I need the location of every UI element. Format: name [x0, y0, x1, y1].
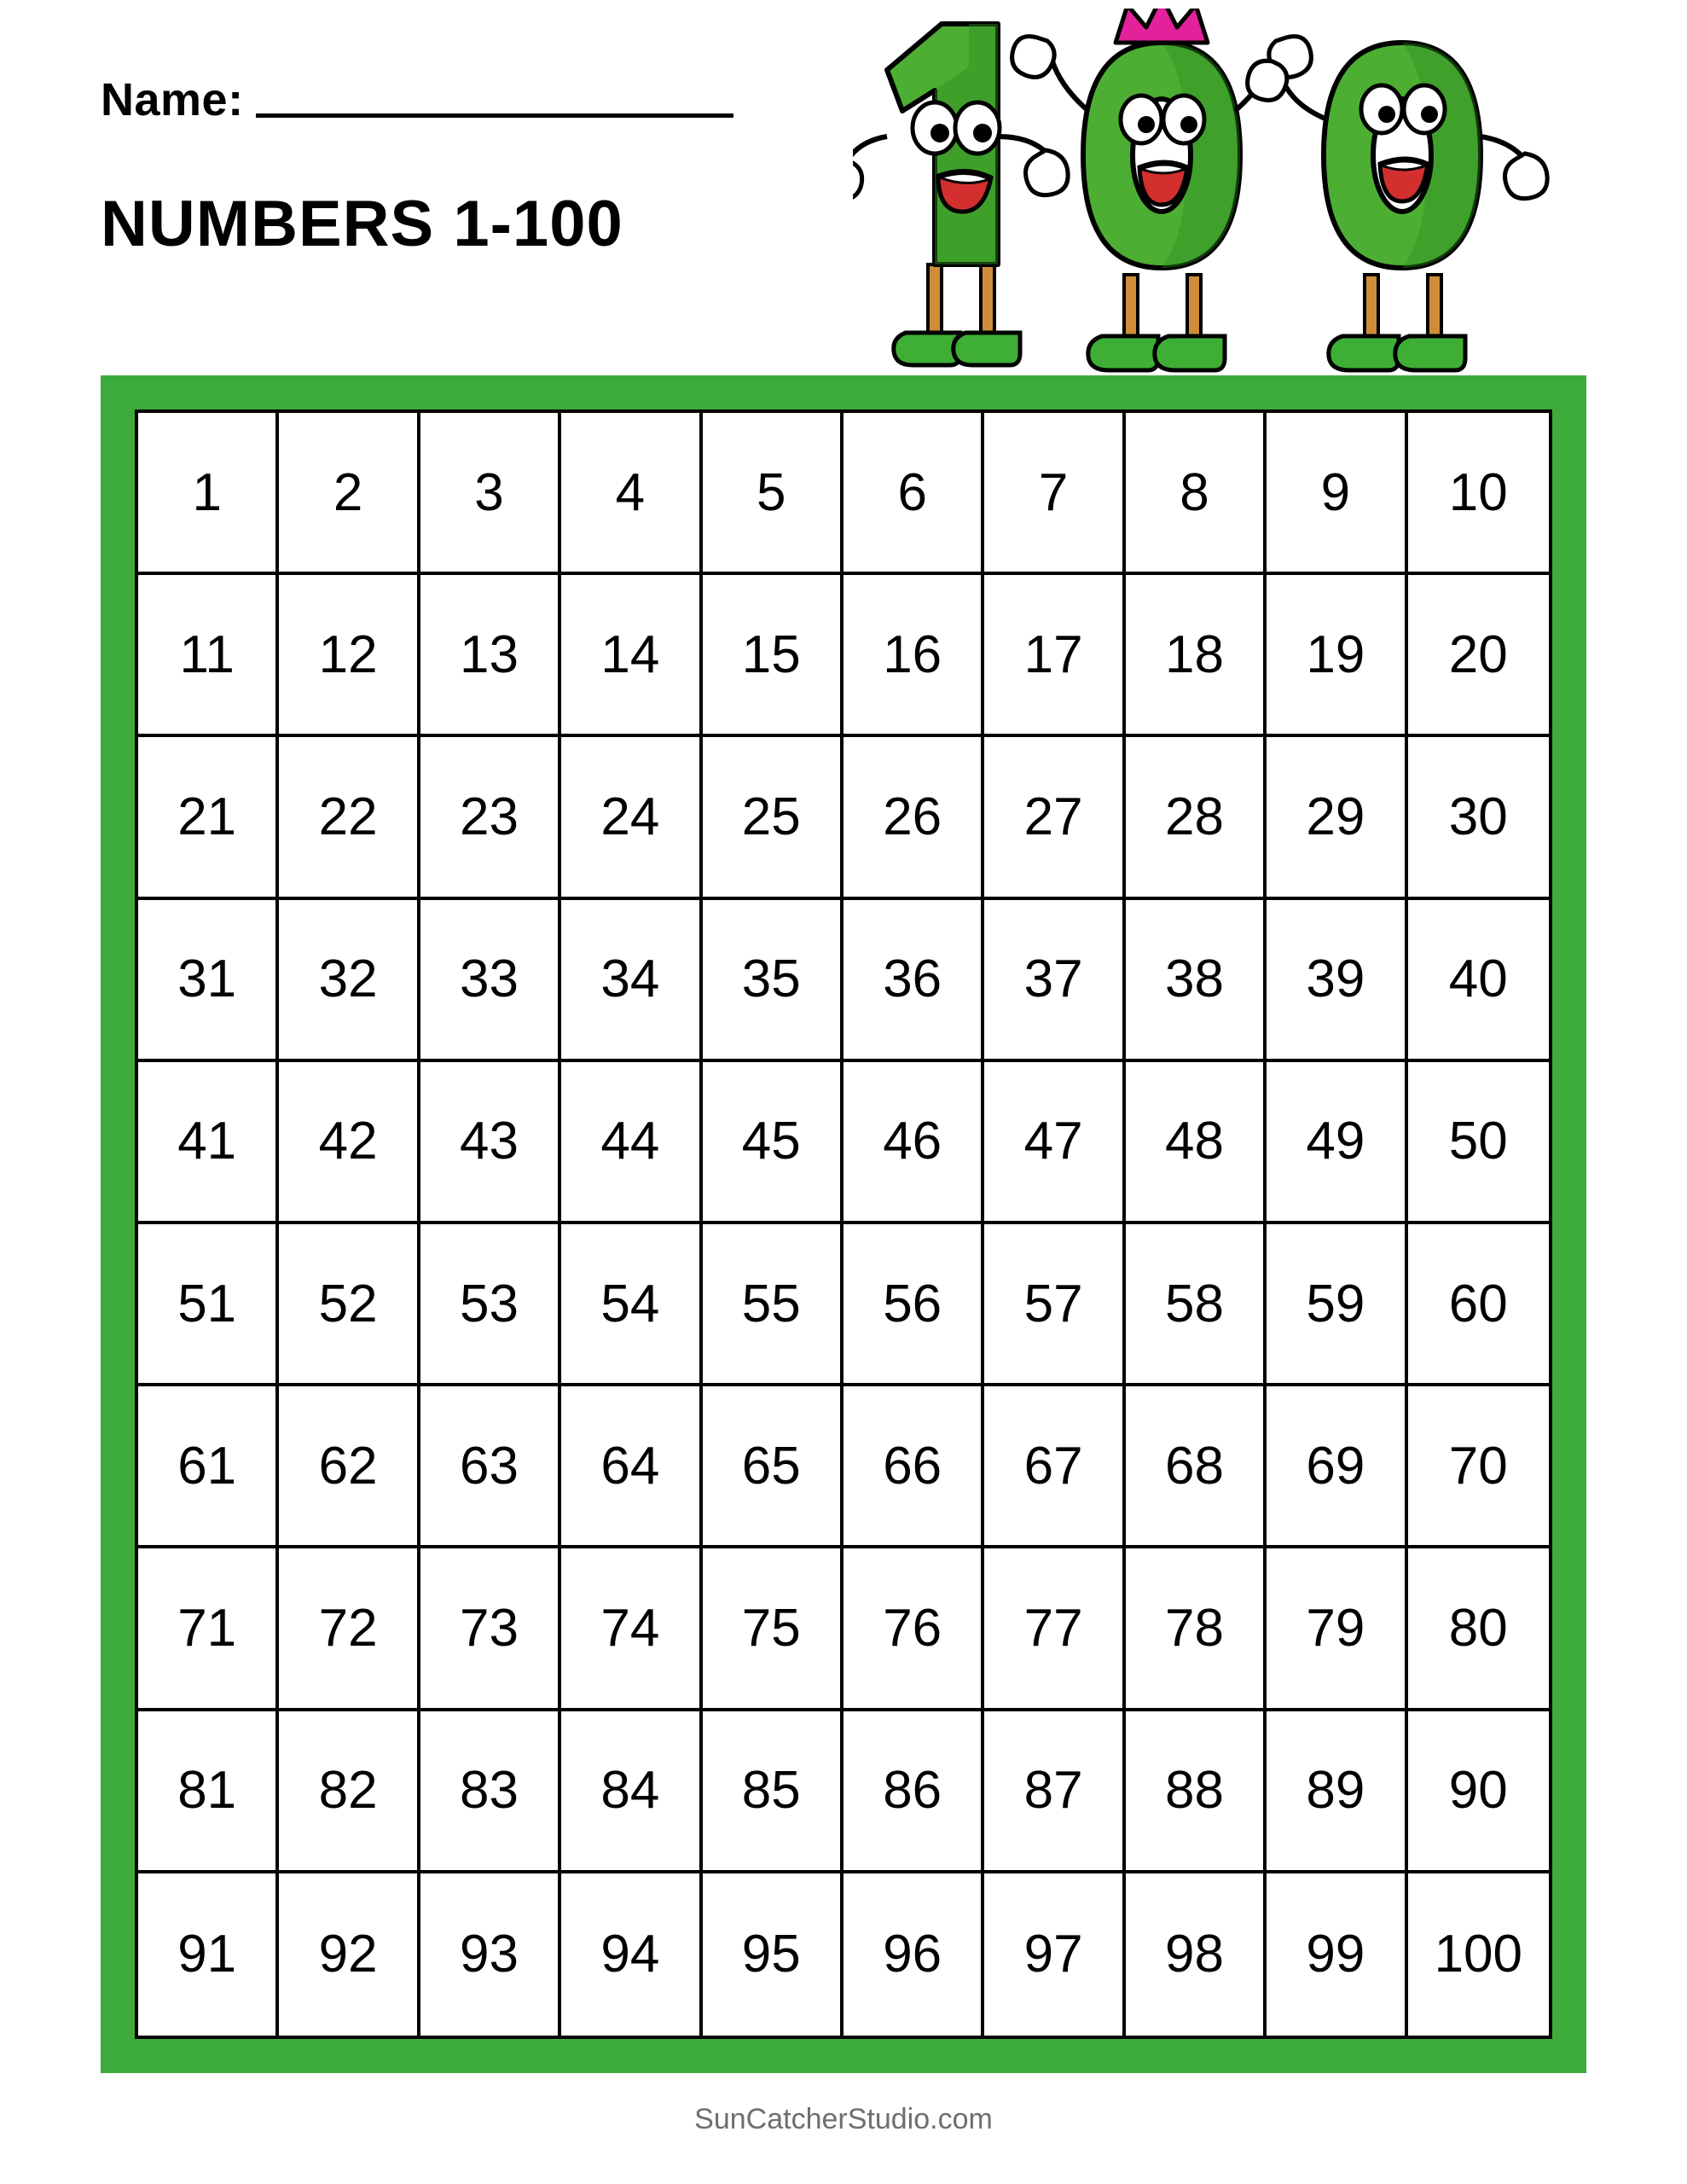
grid-cell[interactable]: 12	[279, 575, 420, 737]
grid-cell[interactable]: 2	[279, 413, 420, 575]
grid-cell[interactable]: 25	[703, 737, 844, 899]
grid-cell[interactable]: 68	[1126, 1386, 1267, 1548]
grid-cell[interactable]: 71	[138, 1548, 279, 1711]
grid-cell[interactable]: 59	[1267, 1224, 1407, 1386]
grid-cell[interactable]: 9	[1267, 413, 1407, 575]
grid-cell[interactable]: 62	[279, 1386, 420, 1548]
grid-cell[interactable]: 72	[279, 1548, 420, 1711]
grid-cell[interactable]: 28	[1126, 737, 1267, 899]
grid-cell[interactable]: 56	[844, 1224, 984, 1386]
grid-cell[interactable]: 44	[561, 1062, 702, 1224]
grid-cell[interactable]: 97	[984, 1873, 1125, 2036]
grid-cell[interactable]: 66	[844, 1386, 984, 1548]
grid-cell[interactable]: 90	[1408, 1711, 1549, 1873]
grid-cell[interactable]: 96	[844, 1873, 984, 2036]
grid-cell[interactable]: 76	[844, 1548, 984, 1711]
grid-cell[interactable]: 16	[844, 575, 984, 737]
grid-cell[interactable]: 55	[703, 1224, 844, 1386]
name-label: Name:	[101, 74, 244, 125]
grid-cell[interactable]: 50	[1408, 1062, 1549, 1224]
grid-cell[interactable]: 60	[1408, 1224, 1549, 1386]
grid-cell[interactable]: 8	[1126, 413, 1267, 575]
grid-cell[interactable]: 21	[138, 737, 279, 899]
hundreds-chart-frame	[101, 375, 1586, 2073]
grid-cell[interactable]: 3	[420, 413, 561, 575]
grid-cell[interactable]: 74	[561, 1548, 702, 1711]
grid-cell[interactable]: 10	[1408, 413, 1549, 575]
grid-cell[interactable]: 87	[984, 1711, 1125, 1873]
grid-cell[interactable]: 26	[844, 737, 984, 899]
grid-cell[interactable]: 42	[279, 1062, 420, 1224]
footer-credit: SunCatcherStudio.com	[694, 2103, 993, 2135]
grid-cell[interactable]: 7	[984, 413, 1125, 575]
grid-cell[interactable]: 27	[984, 737, 1125, 899]
grid-cell[interactable]: 100	[1408, 1873, 1549, 2036]
grid-cell[interactable]: 47	[984, 1062, 1125, 1224]
grid-cell[interactable]: 53	[420, 1224, 561, 1386]
grid-cell[interactable]: 67	[984, 1386, 1125, 1548]
grid-cell[interactable]: 4	[561, 413, 702, 575]
grid-cell[interactable]: 65	[703, 1386, 844, 1548]
grid-cell[interactable]: 38	[1126, 900, 1267, 1062]
grid-cell[interactable]: 78	[1126, 1548, 1267, 1711]
grid-cell[interactable]: 13	[420, 575, 561, 737]
grid-cell[interactable]: 39	[1267, 900, 1407, 1062]
grid-cell[interactable]: 61	[138, 1386, 279, 1548]
grid-cell[interactable]: 69	[1267, 1386, 1407, 1548]
grid-cell[interactable]: 19	[1267, 575, 1407, 737]
grid-cell[interactable]: 5	[703, 413, 844, 575]
grid-cell[interactable]: 91	[138, 1873, 279, 2036]
grid-cell[interactable]: 35	[703, 900, 844, 1062]
grid-cell[interactable]: 80	[1408, 1548, 1549, 1711]
grid-cell[interactable]: 54	[561, 1224, 702, 1386]
grid-cell[interactable]: 77	[984, 1548, 1125, 1711]
hundreds-chart-grid	[135, 410, 1552, 2039]
grid-cell[interactable]: 29	[1267, 737, 1407, 899]
grid-cell[interactable]: 89	[1267, 1711, 1407, 1873]
grid-cell[interactable]: 73	[420, 1548, 561, 1711]
grid-cell[interactable]: 17	[984, 575, 1125, 737]
grid-cell[interactable]: 86	[844, 1711, 984, 1873]
grid-cell[interactable]: 48	[1126, 1062, 1267, 1224]
grid-cell[interactable]: 32	[279, 900, 420, 1062]
name-field-row	[101, 74, 733, 125]
grid-cell[interactable]: 98	[1126, 1873, 1267, 2036]
grid-cell[interactable]: 57	[984, 1224, 1125, 1386]
name-input-line[interactable]	[256, 105, 733, 118]
grid-cell[interactable]: 49	[1267, 1062, 1407, 1224]
page-title: NUMBERS 1-100	[101, 188, 623, 260]
grid-cell[interactable]: 36	[844, 900, 984, 1062]
grid-cell[interactable]: 41	[138, 1062, 279, 1224]
grid-cell[interactable]: 33	[420, 900, 561, 1062]
grid-cell[interactable]: 43	[420, 1062, 561, 1224]
grid-cell[interactable]: 81	[138, 1711, 279, 1873]
grid-cell[interactable]: 75	[703, 1548, 844, 1711]
grid-cell[interactable]: 23	[420, 737, 561, 899]
grid-cell[interactable]: 70	[1408, 1386, 1549, 1548]
grid-cell[interactable]: 6	[844, 413, 984, 575]
grid-cell[interactable]: 1	[138, 413, 279, 575]
grid-cell[interactable]: 99	[1267, 1873, 1407, 2036]
grid-cell[interactable]: 84	[561, 1711, 702, 1873]
grid-cell[interactable]: 40	[1408, 900, 1549, 1062]
grid-cell[interactable]: 11	[138, 575, 279, 737]
grid-cell[interactable]: 46	[844, 1062, 984, 1224]
grid-cell[interactable]: 63	[420, 1386, 561, 1548]
grid-cell[interactable]: 14	[561, 575, 702, 737]
grid-cell[interactable]: 34	[561, 900, 702, 1062]
mascot-digit-zero	[1248, 43, 1548, 370]
grid-cell[interactable]: 94	[561, 1873, 702, 2036]
grid-cell[interactable]: 64	[561, 1386, 702, 1548]
grid-cell[interactable]: 18	[1126, 575, 1267, 737]
grid-cell[interactable]: 22	[279, 737, 420, 899]
grid-cell[interactable]: 93	[420, 1873, 561, 2036]
grid-cell[interactable]: 95	[703, 1873, 844, 2036]
grid-cell[interactable]: 51	[138, 1224, 279, 1386]
grid-cell[interactable]: 92	[279, 1873, 420, 2036]
grid-cell[interactable]: 15	[703, 575, 844, 737]
grid-cell[interactable]: 45	[703, 1062, 844, 1224]
grid-cell[interactable]: 20	[1408, 575, 1549, 737]
grid-cell[interactable]: 83	[420, 1711, 561, 1873]
grid-cell[interactable]: 82	[279, 1711, 420, 1873]
grid-cell[interactable]: 37	[984, 900, 1125, 1062]
worksheet-header	[0, 0, 1687, 367]
grid-cell[interactable]: 79	[1267, 1548, 1407, 1711]
grid-cell[interactable]: 24	[561, 737, 702, 899]
grid-cell[interactable]: 58	[1126, 1224, 1267, 1386]
grid-cell[interactable]: 85	[703, 1711, 844, 1873]
grid-cell[interactable]: 88	[1126, 1711, 1267, 1873]
grid-cell[interactable]: 52	[279, 1224, 420, 1386]
grid-cell[interactable]: 30	[1408, 737, 1549, 899]
grid-cell[interactable]: 31	[138, 900, 279, 1062]
mascot-100-illustration	[853, 9, 1638, 401]
